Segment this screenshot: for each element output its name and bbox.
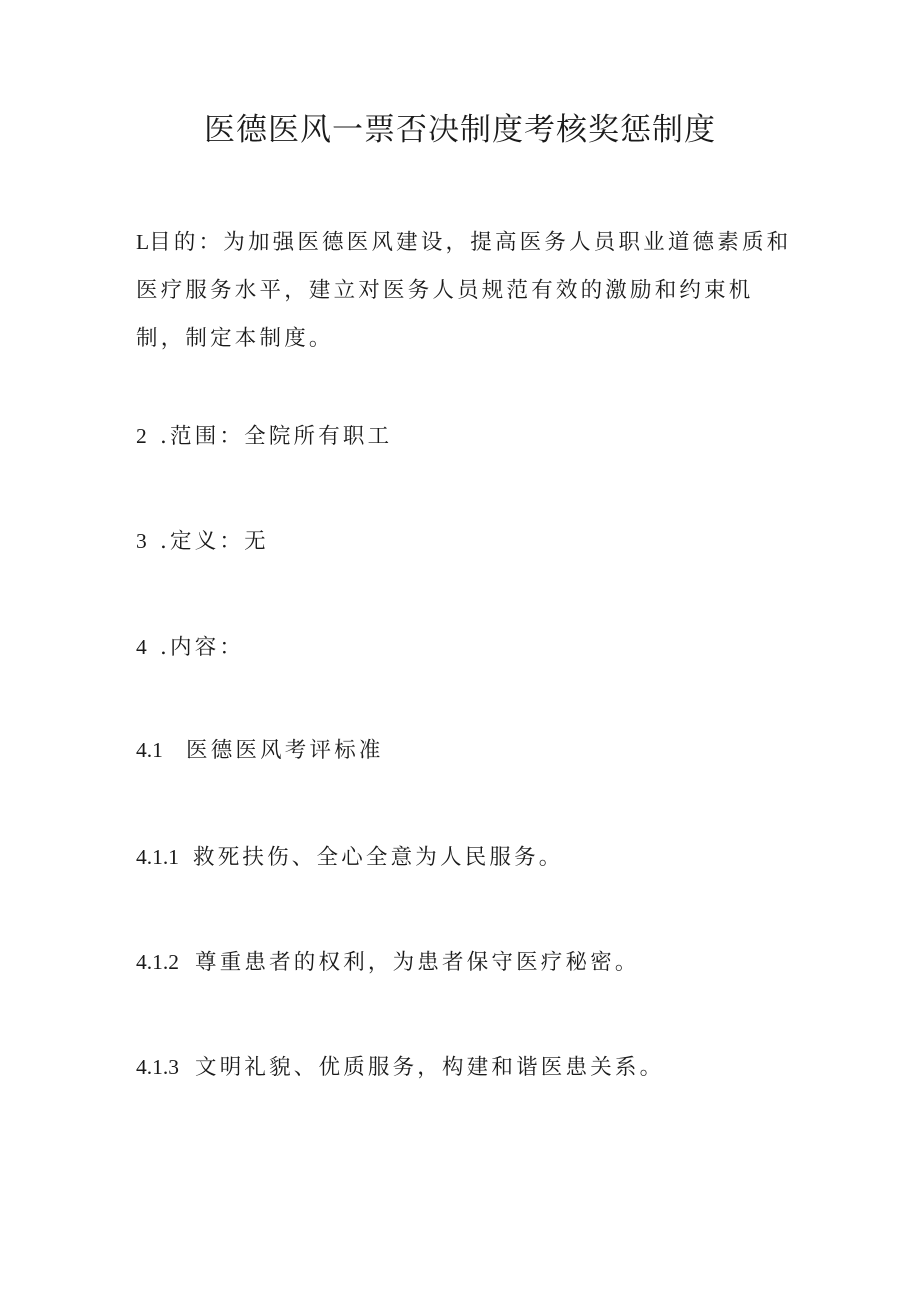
section-number: 4.1.2 [136,950,179,974]
section-text: 文明礼貌、优质服务，构建和谐医患关系。 [195,1055,665,1080]
definition-number: 3 [136,529,147,553]
purpose-paragraph [136,218,796,363]
definition-text: .定义：无 [160,529,269,554]
section-4-1-2 [136,947,796,978]
definition-line [136,526,796,557]
purpose-text: 目的：为加强医德医风建设，提高医务人员职业道德素质和医疗服务水平，建立对医务人员规范有效的激励和约束机制，制定本制度。 [136,230,792,351]
section-text: 医德医风考评标准 [186,738,384,763]
section-text: 救死扶伤、全心全意为人民服务。 [193,845,564,870]
content-line [136,632,796,663]
section-number: 4.1.3 [136,1055,179,1079]
section-number: 4.1.1 [136,845,179,869]
content-number: 4 [136,635,147,659]
section-4-1-3 [136,1052,796,1083]
document-title: 医德医风一票否决制度考核奖惩制度 [204,112,716,148]
scope-line [136,421,796,452]
section-number: 4.1 [136,738,163,762]
section-4-1 [136,735,796,766]
content-text: .内容： [160,635,245,660]
scope-number: 2 [136,424,147,448]
purpose-number: L [136,230,150,254]
section-4-1-1 [136,842,796,873]
scope-text: .范围：全院所有职工 [160,424,393,449]
section-text: 尊重患者的权利，为患者保守医疗秘密。 [195,950,640,975]
